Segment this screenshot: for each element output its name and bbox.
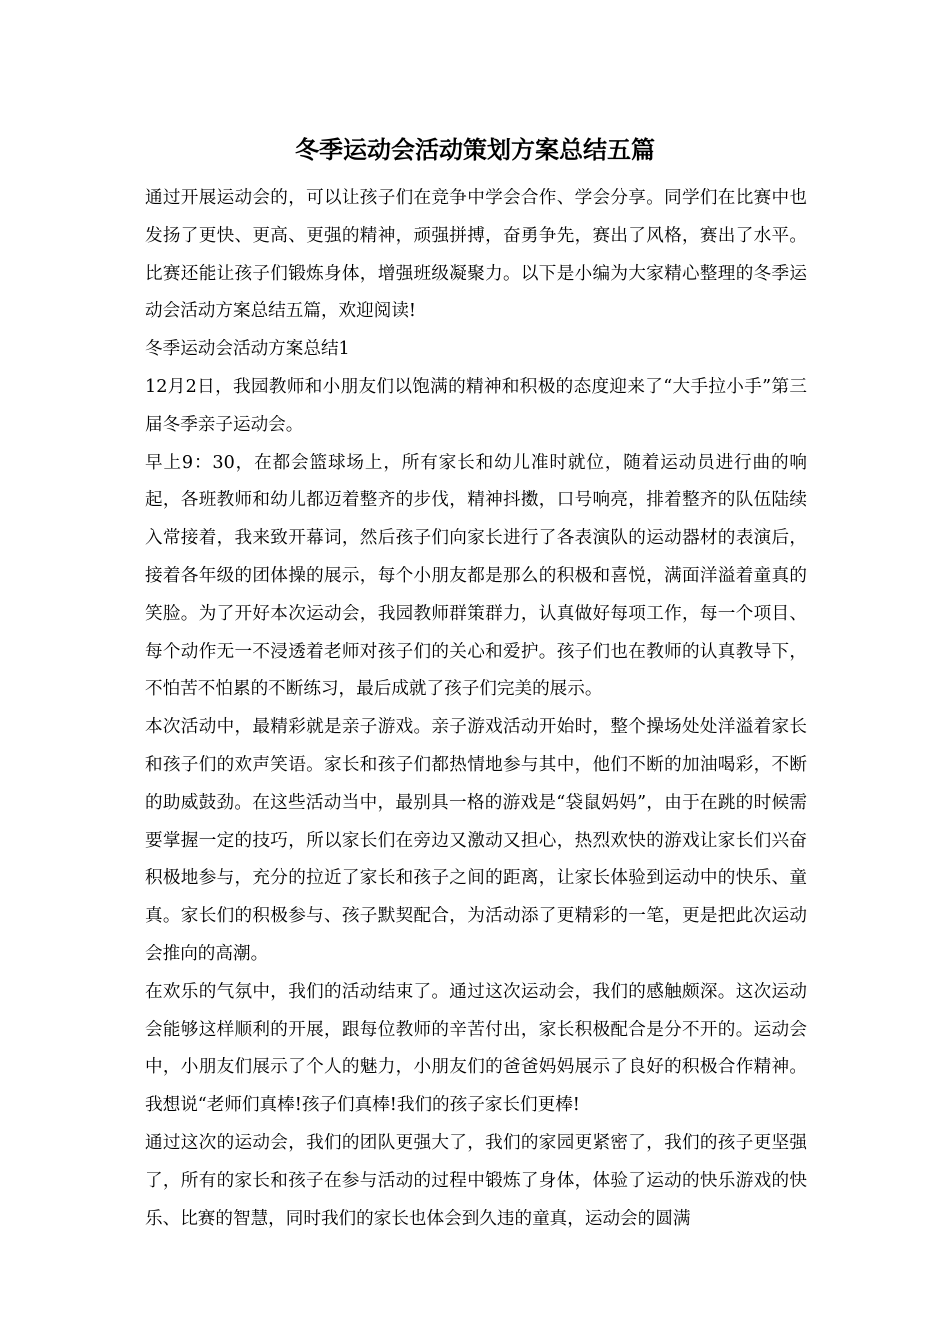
intro-paragraph: 通过开展运动会的，可以让孩子们在竞争中学会合作、学会分享。同学们在比赛中也发扬了更快、更高、更强的精神，顽强拼搏，奋勇争先，赛出了风格，赛出了水平。比赛还能让孩子们锻炼身体，增强班级凝聚力。以下是小编为大家精心整理的冬季运动会活动方案总结五篇，欢迎阅读! <box>145 188 807 322</box>
section-heading: 冬季运动会活动方案总结1 <box>145 339 350 360</box>
document-title: 冬季运动会活动策划方案总结五篇 <box>295 135 655 164</box>
body-paragraph: 早上9：30，在都会篮球场上，所有家长和幼儿准时就位，随着运动员进行曲的响起，各班教师和幼儿都迈着整齐的步伐，精神抖擞，口号响亮，排着整齐的队伍陆续入常接着，我来致开幕词，然后孩子们向家长进行了各表演队的运动器材的表演后，接着各年级的团体操的展示，每个小朋友都是那么的积极和喜悦，满面洋溢着童真的笑脸。为了开好本次运动会，我园教师群策群力，认真做好每项工作，每一个项目、每个动作无一不浸透着老师对孩子们的关心和爱护。孩子们也在教师的认真教导下，不怕苦不怕累的不断练习，最后成就了孩子们完美的展示。 <box>145 452 807 700</box>
body-paragraph: 12月2日，我园教师和小朋友们以饱满的精神和积极的态度迎来了“大手拉小手”第三届冬季亲子运动会。 <box>145 376 807 435</box>
body-paragraph: 本次活动中，最精彩就是亲子游戏。亲子游戏活动开始时，整个操场处处洋溢着家长和孩子们的欢声笑语。家长和孩子们都热情地参与其中，他们不断的加油喝彩，不断的助威鼓劲。在这些活动当中，最别具一格的游戏是“袋鼠妈妈”，由于在跳的时候需要掌握一定的技巧，所以家长们在旁边又激动又担心，热烈欢快的游戏让家长们兴奋积极地参与，充分的拉近了家长和孩子之间的距离，让家长体验到运动中的快乐、童真。家长们的积极参与、孩子默契配合，为活动添了更精彩的一笔，更是把此次运动会推向的高潮。 <box>145 717 807 964</box>
body-paragraph: 在欢乐的气氛中，我们的活动结束了。通过这次运动会，我们的感触颇深。这次运动会能够这样顺利的开展，跟每位教师的辛苦付出，家长积极配合是分不开的。运动会中，小朋友们展示了个人的魅力，小朋友们的爸爸妈妈展示了良好的积极合作精神。我想说“老师们真棒!孩子们真棒!我们的孩子家长们更棒! <box>145 981 807 1116</box>
body-paragraph: 通过这次的运动会，我们的团队更强大了，我们的家园更紧密了，我们的孩子更坚强了，所有的家长和孩子在参与活动的过程中锻炼了身体，体验了运动的快乐游戏的快乐、比赛的智慧，同时我们的家长也体会到久违的童真，运动会的圆满 <box>145 1132 807 1229</box>
document-body <box>145 180 807 1238</box>
